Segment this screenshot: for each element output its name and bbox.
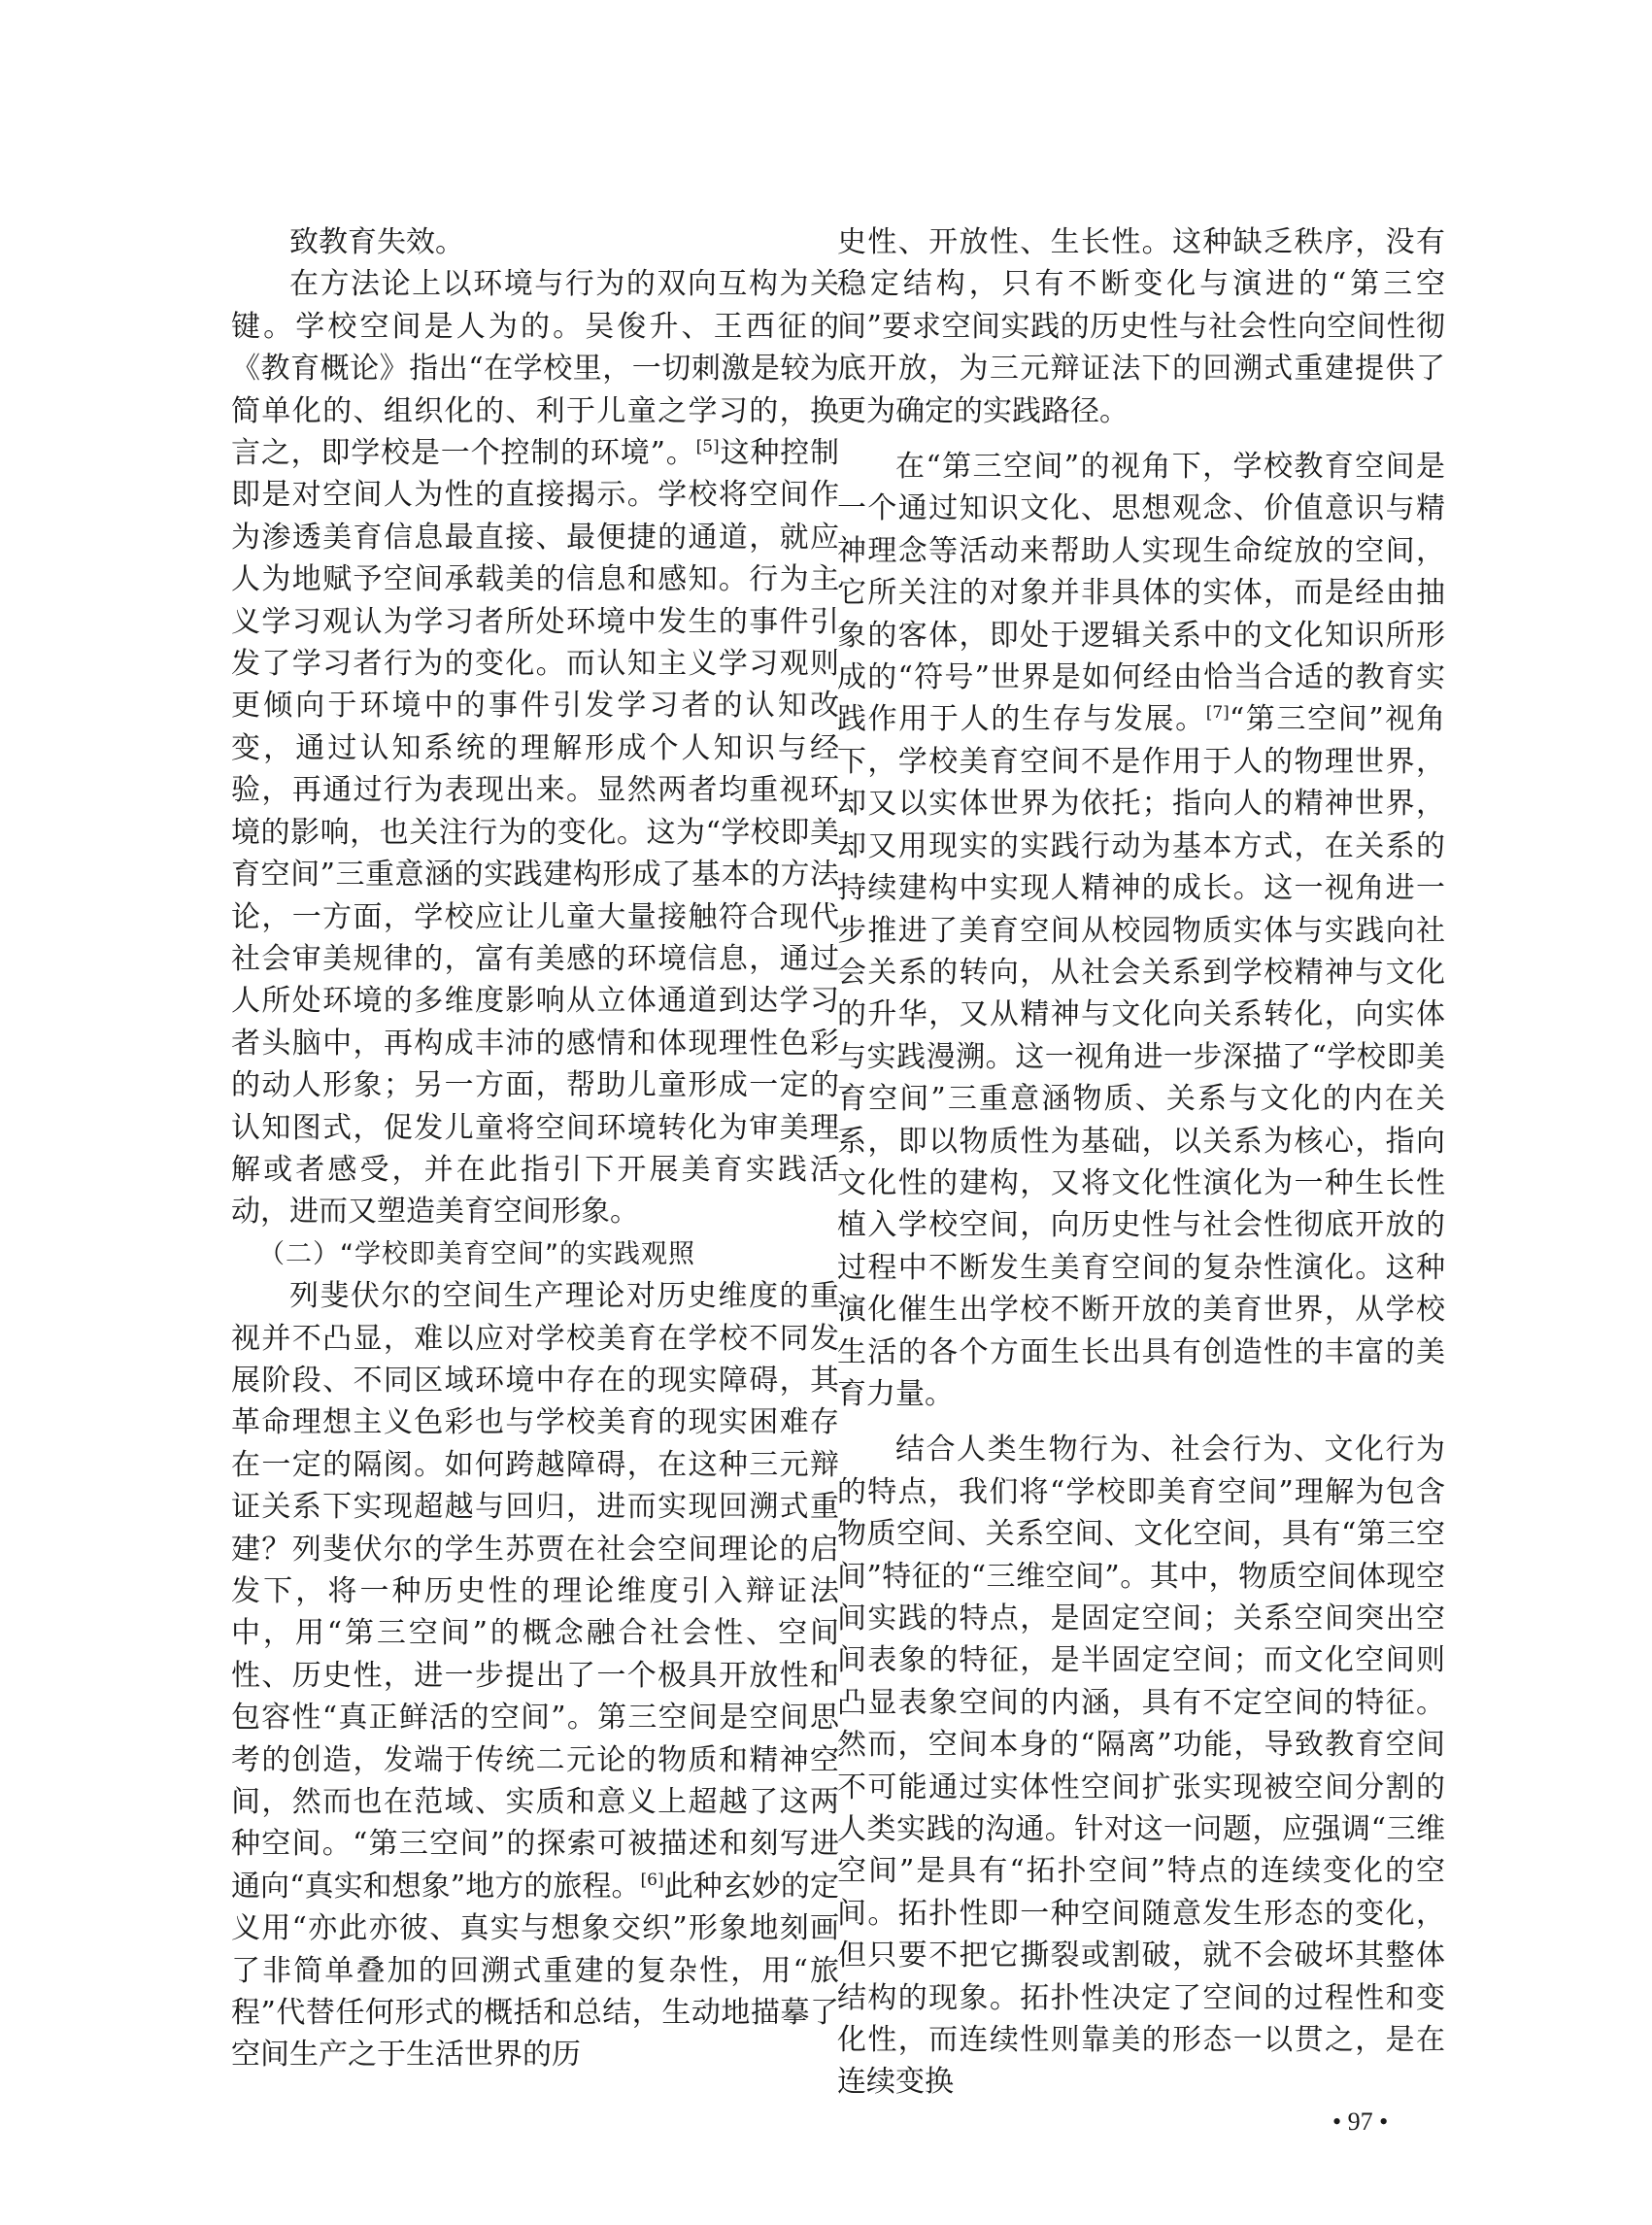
paragraph-third-space	[231, 1275, 839, 2076]
paragraph-intro-fragment	[231, 221, 839, 263]
paragraph-text: 此种玄妙的定义用“亦此亦彼、真实与想象交织”形象地刻画了非简单叠加的回溯式重建的复杂性，用“旅程”代替任何形式的概括和总结，生动地描摹了空间生产之于生活世界的历	[231, 1869, 839, 2073]
paragraph-text: 结合人类生物行为、社会行为、文化行为的特点，我们将“学校即美育空间”理解为包含物质空间、关系空间、文化空间，具有“第三空间”特征的“三维空间”。其中，物质空间体现空间实践的特点，是固定空间；关系空间突出空间表象的特征，是半固定空间；而文化空间则凸显表象空间的内涵，具有不定空间的特征。然而，空间本身的“隔离”功能，导致教育空间不可能通过实体性空间扩张实现被空间分割的人类实践的沟通。针对这一问题，应强调“三维空间”是具有“拓扑空间”特点的连续变化的空间。拓扑性即一种空间随意发生形态的变化，但只要不把它撕裂或割破，就不会破坏其整体结构的现象。拓扑性决定了空间的过程性和变化性，而连续性则靠美的形态一以贯之，是在连续变换	[837, 1433, 1445, 2100]
citation-ref: [7]	[1205, 703, 1230, 724]
citation-ref: [5]	[695, 437, 720, 457]
paragraph-continuation	[837, 221, 1445, 432]
citation-ref: [6]	[640, 1870, 664, 1890]
paragraph-text: 在方法论上以环境与行为的双向互构为关键。学校空间是人为的。吴俊升、王西征的《教育概论》指出“在学校里，一切刺激是较为简单化的、组织化的、利于儿童之学习的，换言之，即学校是一个控制的环境”。	[231, 267, 839, 471]
left-column	[231, 221, 839, 2076]
paragraph-gap	[837, 1415, 1445, 1429]
paragraph-text: 致教育失效。	[289, 225, 464, 259]
paragraph-three-dimensional-space	[837, 1429, 1445, 2104]
paragraph-methodology	[231, 263, 839, 1232]
right-column	[837, 221, 1445, 2104]
paragraph-text: 列斐伏尔的空间生产理论对历史维度的重视并不凸显，难以应对学校美育在学校不同发展阶段、不同区域环境中存在的现实障碍，其革命理想主义色彩也与学校美育的现实困难存在一定的隔阂。如何跨越障碍，在这种三元辩证关系下实现超越与回归，进而实现回溯式重建？列斐伏尔的学生苏贾在社会空间理论的启发下，将一种历史性的理论维度引入辩证法中，用“第三空间”的概念融合社会性、空间性、历史性，进一步提出了一个极具开放性和包容性“真正鲜活的空间”。第三空间是空间思考的创造，发端于传统二元论的物质和精神空间，然而也在范域、实质和意义上超越了这两种空间。“第三空间”的探索可被描述和刻写进通向“真实和想象”地方的旅程。	[231, 1279, 839, 1904]
paragraph-gap	[837, 432, 1445, 446]
paragraph-text: “第三空间”视角下，学校美育空间不是作用于人的物理世界，却又以实体世界为依托；指向人的精神世界，却又用现实的实践行动为基本方式，在关系的持续建构中实现人精神的成长。这一视角进一步推进了美育空间从校园物质实体与实践向社会关系的转向，从社会关系到学校精神与文化的升华，又从精神与文化向关系转化，向实体与实践漫溯。这一视角进一步深描了“学校即美育空间”三重意涵物质、关系与文化的内在关系，即以物质性为基础，以关系为核心，指向文化性的建构，又将文化性演化为一种生长性植入学校空间，向历史性与社会性彻底开放的过程中不断发生美育空间的复杂性演化。这种演化催生出学校不断开放的美育世界，从学校生活的各个方面生长出具有创造性的丰富的美育力量。	[837, 702, 1445, 1411]
paragraph-text: 在“第三空间”的视角下，学校教育空间是一个通过知识文化、思想观念、价值意识与精神理念等活动来帮助人实现生命绽放的空间，它所关注的对象并非具体的实体，而是经由抽象的客体，即处于逻辑关系中的文化知识所形成的“符号”世界是如何经由恰当合适的教育实践作用于人的生存与发展。	[837, 450, 1445, 737]
paragraph-third-space-perspective	[837, 446, 1445, 1415]
paragraph-text: 史性、开放性、生长性。这种缺乏秩序，没有稳定结构，只有不断变化与演进的“第三空间”要求空间实践的历史性与社会性向空间性彻底开放，为三元辩证法下的回溯式重建提供了更为确定的实践路径。	[837, 225, 1445, 428]
paragraph-text: 这种控制即是对空间人为性的直接揭示。学校将空间作为渗透美育信息最直接、最便捷的通道，就应人为地赋予空间承载美的信息和感知。行为主义学习观认为学习者所处环境中发生的事件引发了学习者行为的变化。而认知主义学习观则更倾向于环境中的事件引发学习者的认知改变，通过认知系统的理解形成个人知识与经验，再通过行为表现出来。显然两者均重视环境的影响，也关注行为的变化。这为“学校即美育空间”三重意涵的实践建构形成了基本的方法论，一方面，学校应让儿童大量接触符合现代社会审美规律的，富有美感的环境信息，通过人所处环境的多维度影响从立体通道到达学习者头脑中，再构成丰沛的感情和体现理性色彩的动人形象；另一方面，帮助儿童形成一定的认知图式，促发儿童将空间环境转化为审美理解或者感受，并在此指引下开展美育实践活动，进而又塑造美育空间形象。	[231, 436, 839, 1230]
section-heading: （二）“学校即美育空间”的实践观照	[258, 1238, 695, 1269]
page-number: • 97 •	[1332, 2107, 1389, 2136]
